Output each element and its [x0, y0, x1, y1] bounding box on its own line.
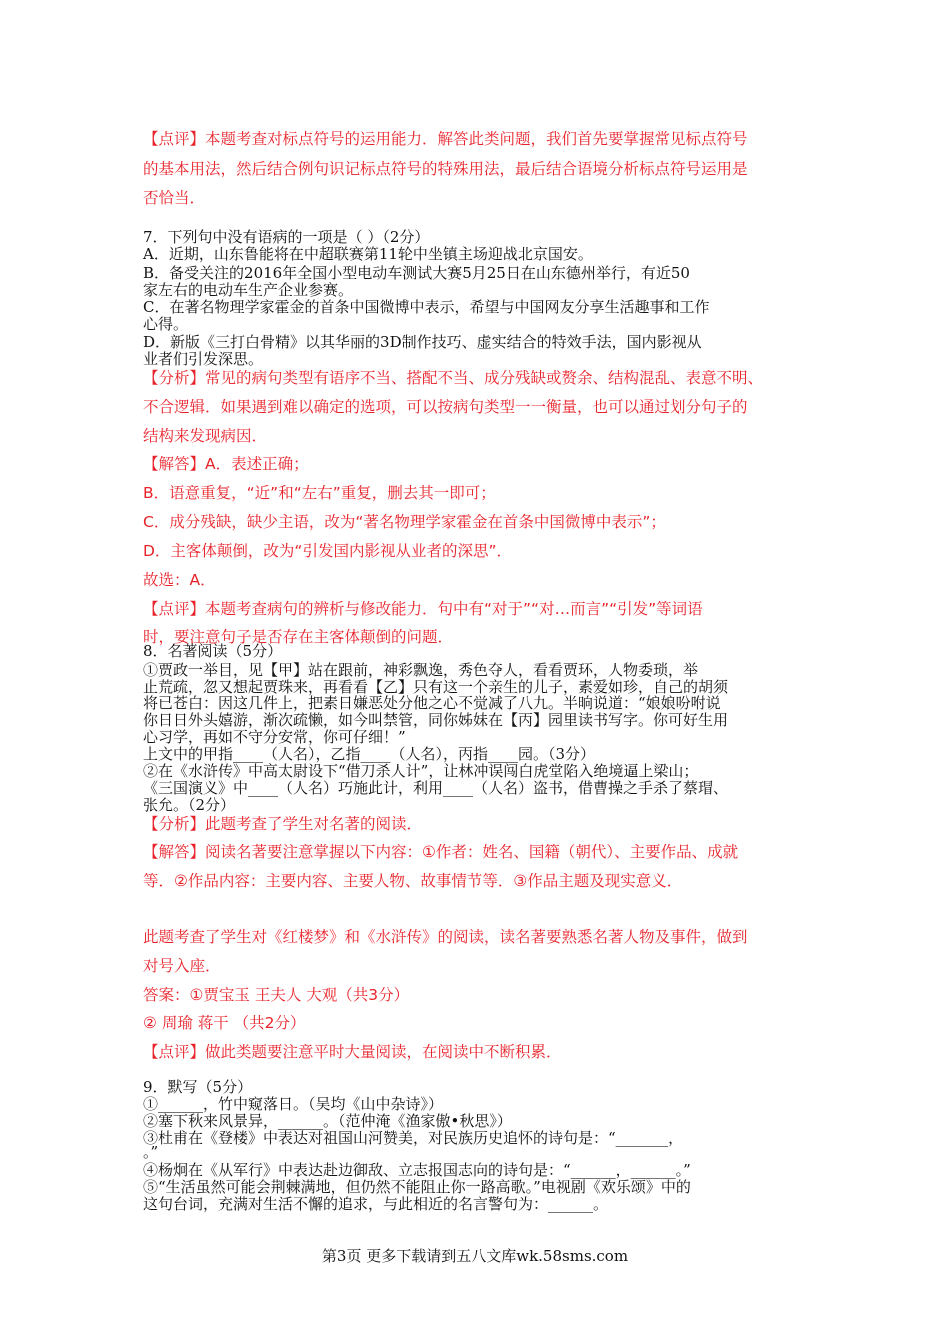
q7-option-d: D．新版《三打白骨精》以其华丽的3D制作技巧、虚实结合的特效手法，国内影视从 — [143, 333, 702, 351]
q8-passage-line: 《三国演义》中____（人名）巧施此计，利用____（人名）盗书，借曹操之手杀了蔡瑁、 — [143, 779, 729, 797]
q9-stem: 9．默写（5分） — [143, 1078, 253, 1096]
q8-passage-line: 张允。（2分） — [143, 796, 236, 814]
q8-stem: 8．名著阅读（5分） — [143, 642, 283, 660]
q9-line: ⑤“生活虽然可能会荆棘满地，但仍然不能阻止你一路高歌。”电视剧《欢乐颂》中的 — [143, 1178, 691, 1196]
q8-passage-line: 你日日外头嬉游，渐次疏懒，如今叫禁管，同你姊妹在【丙】园里读书写字。你可好生用 — [143, 711, 729, 729]
q6-comment-line: 的基本用法，然后结合例句识记标点符号的特殊用法，最后结合语境分析标点符号运用是 — [143, 160, 748, 178]
q7-analysis-line: 结构来发现病因． — [143, 427, 268, 445]
q9-line: ①______，竹中窥落日。（吴均《山中杂诗》） — [143, 1095, 444, 1113]
q8-key-line: 答案：①贾宝玉 王夫人 大观（共3分） — [143, 986, 410, 1004]
q7-answer-line: B．语意重复，“近”和“左右”重复，删去其一即可； — [143, 484, 496, 502]
q6-comment-line: 否恰当． — [143, 189, 206, 207]
q9-line: 这句台词，充满对生活不懈的追求，与此相近的名言警句为：______。 — [143, 1195, 609, 1213]
q8-passage-line: 心习学，再如不守分安常，你可仔细！” — [143, 728, 406, 746]
q8-passage-line: 上文中的甲指____（人名），乙指____（人名），丙指____园。（3分） — [143, 745, 596, 763]
q8-comment: 【点评】做此类题要注意平时大量阅读，在阅读中不断积累． — [143, 1043, 562, 1061]
q8-passage-line: ①贾政一举目，见【甲】站在跟前，神彩飘逸，秀色夺人，看看贾环，人物委琐，举 — [143, 661, 699, 679]
q7-option-d-cont: 业者们引发深思。 — [143, 350, 264, 368]
q8-key-line: ② 周瑜 蒋干 （共2分） — [143, 1014, 306, 1032]
q7-option-b-cont: 家左右的电动车生产企业参赛。 — [143, 281, 354, 299]
q7-answer-line: 【解答】A．表述正确； — [143, 455, 309, 473]
q7-option-c: C．在著名物理学家霍金的首条中国微博中表示，希望与中国网友分享生活趣事和工作 — [143, 298, 710, 316]
q8-passage-line: ②在《水浒传》中高太尉设下“借刀杀人计”，让林冲误闯白虎堂陷入绝境逼上梁山； — [143, 762, 699, 780]
q7-choice: 故选：A． — [143, 571, 216, 589]
q7-option-b: B．备受关注的2016年全国小型电动车测试大赛5月25日在山东德州举行，有近50 — [143, 264, 690, 282]
q8-explain-line: 此题考查了学生对《红楼梦》和《水浒传》的阅读，读名著要熟悉名著人物及事件，做到 — [143, 928, 748, 946]
q6-comment-line: 【点评】本题考查对标点符号的运用能力．解答此类问题，我们首先要掌握常见标点符号 — [143, 130, 748, 148]
q7-stem: 7．下列句中没有语病的一项是（ ）（2分） — [143, 228, 430, 246]
q7-comment-line: 【点评】本题考查病句的辨析与修改能力．句中有“对于”“对…而言”“引发”等词语 — [143, 600, 703, 618]
q7-analysis-line: 不合逻辑．如果遇到难以确定的选项，可以按病句类型一一衡量，也可以通过划分句子的 — [143, 398, 748, 416]
page-footer: 第3页 更多下载请到五八文库wk.58sms.com — [321, 1247, 629, 1265]
q9-line: ④杨炯在《从军行》中表达赴边御敌、立志报国志向的诗句是：“______，______。” — [143, 1161, 691, 1179]
q8-analysis: 【分析】此题考查了学生对名著的阅读． — [143, 815, 423, 833]
q8-passage-line: 将已苍白：因这几件上，把素日嫌恶处分他之心不觉减了八九。半晌说道：“娘娘吩咐说 — [143, 694, 721, 712]
q7-analysis-line: 【分析】常见的病句类型有语序不当、搭配不当、成分残缺或赘余、结构混乱、表意不明、 — [143, 369, 764, 387]
q9-line: ②塞下秋来风景异，______。（范仲淹《渔家傲•秋思》） — [143, 1112, 512, 1130]
q8-answer-line: 【解答】阅读名著要注意掌握以下内容：①作者：姓名、国籍（朝代）、主要作品、成就 — [143, 843, 739, 861]
q9-line: ③杜甫在《登楼》中表达对祖国山河赞美，对民族历史追怀的诗句是：“_______， — [143, 1129, 684, 1147]
q7-option-a: A．近期，山东鲁能将在中超联赛第11轮中坐镇主场迎战北京国安。 — [143, 245, 593, 263]
q8-explain-line: 对号入座． — [143, 957, 221, 975]
q8-passage-line: 止荒疏，忽又想起贾珠来，再看看【乙】只有这一个亲生的儿子，素爱如珍，自己的胡须 — [143, 678, 729, 696]
q7-option-c-cont: 心得。 — [143, 315, 189, 333]
q7-answer-line: C．成分残缺，缺少主语，改为“著名物理学家霍金在首条中国微博中表示”； — [143, 513, 666, 531]
q9-line: 。” — [143, 1143, 159, 1161]
q7-comment-line: 时，要注意句子是否存在主客体颠倒的问题． — [143, 628, 454, 646]
q8-answer-line: 等．②作品内容：主要内容、主要人物、故事情节等．③作品主题及现实意义． — [143, 872, 683, 890]
q7-answer-line: D．主客体颠倒，改为“引发国内影视从业者的深思”． — [143, 542, 512, 560]
